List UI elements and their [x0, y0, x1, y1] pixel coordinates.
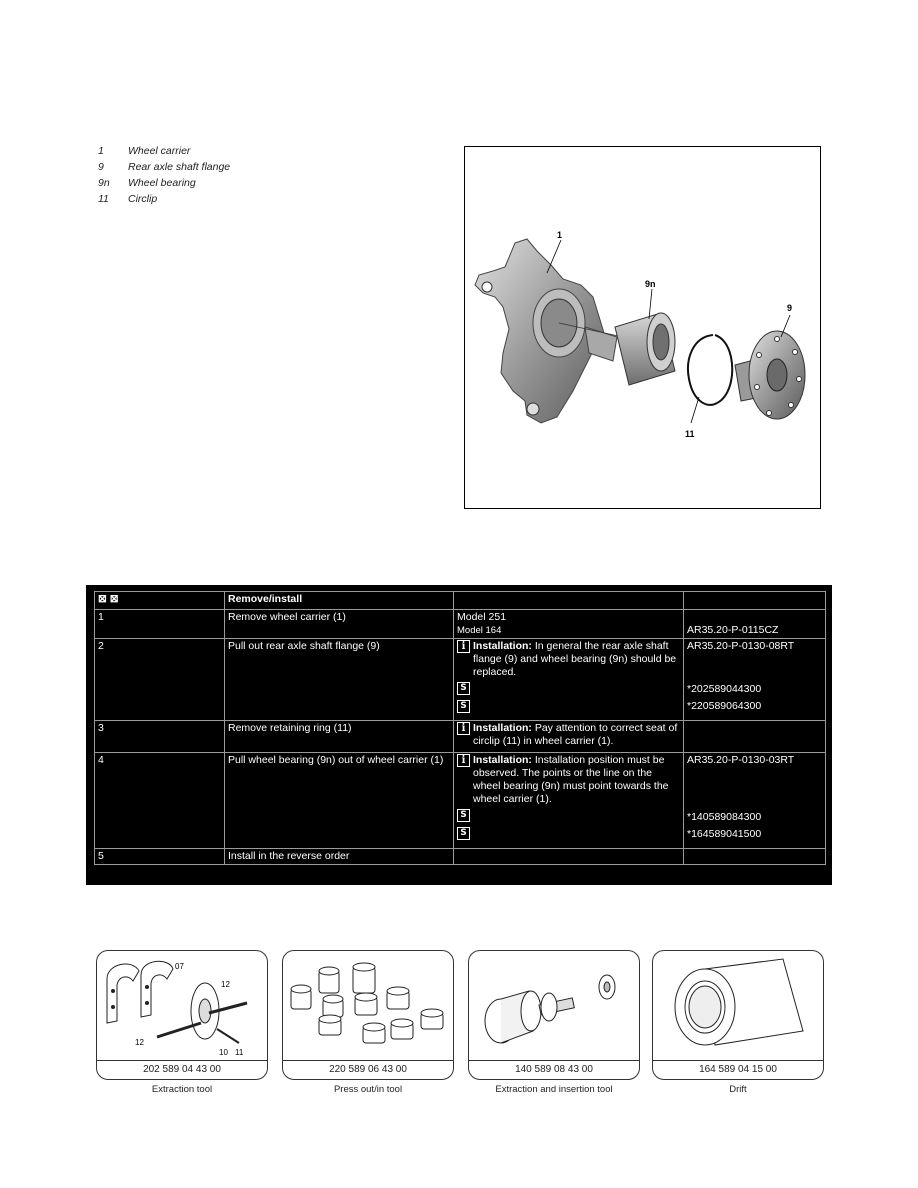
- extraction-tool-image: [97, 951, 267, 1061]
- press-tool-image: [283, 951, 453, 1061]
- legend-number: 9n: [98, 177, 110, 189]
- header-remove-install: Remove/install: [225, 592, 454, 610]
- legend-item: [98, 143, 230, 159]
- model-line: Model 251: [457, 611, 507, 623]
- step-action: Install in the reverse order: [225, 849, 454, 865]
- table-header-row: [95, 592, 826, 610]
- legend-text: Wheel carrier: [128, 145, 191, 157]
- legend-text: Rear axle shaft flange: [128, 161, 231, 173]
- circlip-part: [688, 335, 732, 405]
- table-row: [95, 639, 826, 721]
- header-icon-pair: ⊠ ⊠: [98, 593, 119, 605]
- tool-part-label: 11: [235, 1048, 244, 1057]
- special-tool-icon[interactable]: S: [457, 700, 470, 713]
- tool-number[interactable]: *202589044300: [687, 683, 762, 695]
- extraction-insertion-tool-image: [469, 951, 639, 1061]
- info-icon[interactable]: i: [457, 640, 470, 653]
- axle-flange-part: [735, 331, 805, 419]
- info-icon[interactable]: i: [457, 754, 470, 767]
- step-number: 4: [95, 753, 225, 849]
- table-row: [95, 849, 826, 865]
- reference-link[interactable]: AR35.20-P-0130-08RT: [687, 640, 795, 652]
- legend-text: Wheel bearing: [128, 177, 196, 189]
- procedure-table-panel: [86, 585, 832, 885]
- special-tool-icon[interactable]: S: [457, 809, 470, 822]
- legend-number: 9: [98, 161, 104, 173]
- tool-caption: Extraction and insertion tool: [495, 1084, 613, 1095]
- tool-part-label: 12: [135, 1038, 144, 1047]
- tool-card-extraction-insertion[interactable]: [468, 950, 640, 1095]
- tool-caption: Drift: [729, 1084, 747, 1095]
- step-number: 3: [95, 721, 225, 753]
- callout-1: 1: [557, 230, 563, 240]
- wheel-bearing-part: [615, 313, 675, 385]
- info-icon[interactable]: i: [457, 722, 470, 735]
- model-line: Model 164: [457, 625, 502, 636]
- tool-caption: Press out/in tool: [333, 1084, 403, 1095]
- step-number: 1: [95, 610, 225, 639]
- tool-part-number: 164 589 04 15 00: [653, 1060, 823, 1079]
- exploded-view-figure: [464, 146, 821, 509]
- legend-item: [98, 175, 230, 191]
- tool-part-label: 07: [175, 962, 184, 971]
- wheel-carrier-part: [475, 239, 623, 423]
- legend-number: 1: [98, 145, 104, 157]
- step-action: Pull out rear axle shaft flange (9): [225, 639, 454, 721]
- procedure-table: [94, 591, 826, 865]
- tool-number[interactable]: *140589084300: [687, 811, 762, 823]
- tool-part-number: 220 589 06 43 00: [283, 1060, 453, 1079]
- tool-card-extraction[interactable]: [96, 950, 268, 1095]
- step-action: Remove retaining ring (11): [225, 721, 454, 753]
- header-icons: [95, 592, 225, 610]
- special-tool-icon[interactable]: S: [457, 682, 470, 695]
- table-row: [95, 753, 826, 849]
- note-text: Installation position must be observed. The points or the line on the wheel bearing (9n) must point towards the wheel carrier (1).: [473, 754, 669, 805]
- reference-link[interactable]: AR35.20-P-0130-03RT: [687, 754, 795, 766]
- legend-number: 11: [98, 193, 109, 205]
- table-row: [95, 721, 826, 753]
- tool-part-number: 202 589 04 43 00: [97, 1060, 267, 1079]
- step-number: 5: [95, 849, 225, 865]
- callout-11: 11: [685, 429, 695, 439]
- tool-part-label: 12: [221, 980, 230, 989]
- note-label: Installation:: [473, 640, 532, 652]
- special-tools-strip: [96, 950, 824, 1095]
- note-text: Pay attention to correct seat of circlip (11) in wheel carrier (1).: [473, 722, 678, 747]
- special-tool-icon[interactable]: S: [457, 827, 470, 840]
- legend-item: [98, 159, 230, 175]
- tool-caption: Extraction tool: [151, 1084, 213, 1095]
- note-label: Installation:: [473, 754, 532, 766]
- callout-9: 9: [787, 303, 793, 313]
- drift-tool-image: [653, 951, 823, 1061]
- tool-number[interactable]: *220589064300: [687, 700, 762, 712]
- note-label: Installation:: [473, 722, 532, 734]
- callout-9n: 9n: [645, 279, 656, 289]
- legend: [98, 143, 230, 207]
- legend-item: [98, 191, 230, 207]
- tool-part-number: 140 589 08 43 00: [469, 1060, 639, 1079]
- note-text: In general the rear axle shaft flange (9) and wheel bearing (9n) should be replaced.: [473, 640, 677, 678]
- tool-card-press[interactable]: [282, 950, 454, 1095]
- table-row: [95, 610, 826, 639]
- tool-part-label: 10: [219, 1048, 228, 1057]
- tool-card-drift[interactable]: [652, 950, 824, 1095]
- step-number: 2: [95, 639, 225, 721]
- step-action: Remove wheel carrier (1): [225, 610, 454, 639]
- step-action: Pull wheel bearing (9n) out of wheel carrier (1): [225, 753, 454, 849]
- legend-text: Circlip: [128, 193, 158, 205]
- tool-number[interactable]: *164589041500: [687, 828, 762, 840]
- reference-link[interactable]: AR35.20-P-0115CZ: [687, 624, 779, 636]
- wheel-carrier-illustration: [465, 147, 820, 508]
